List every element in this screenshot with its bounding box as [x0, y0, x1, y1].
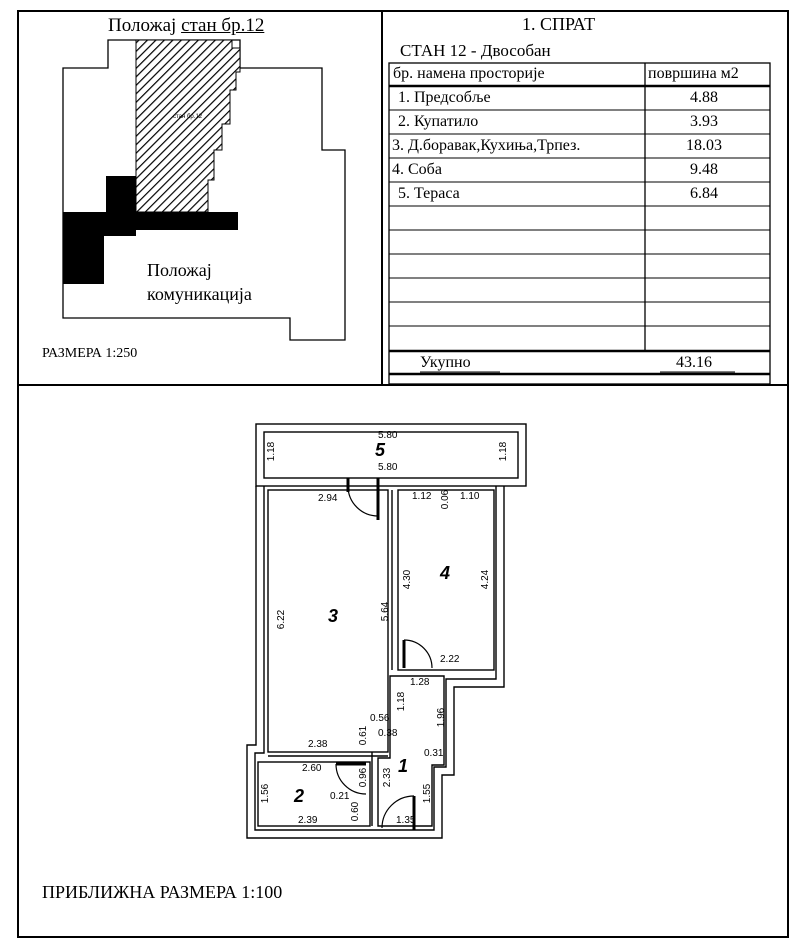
table-row-area: 18.03 [686, 137, 722, 154]
table-row-area: 9.48 [690, 161, 718, 178]
room-3-number: 3 [328, 606, 339, 626]
table-header-area: површина м2 [648, 65, 739, 82]
room-2-number: 2 [294, 786, 305, 806]
apartment-label: СТАН 12 - Двособан [400, 41, 551, 60]
dim-label: 1.12 [412, 491, 432, 502]
dim-label: 1.28 [410, 677, 430, 688]
dim-label: 2.38 [308, 739, 328, 750]
dim-label: 2.94 [318, 493, 338, 504]
dim-label: 5.80 [378, 430, 398, 441]
table-total-label: Укупно [420, 354, 471, 371]
table-row-area: 6.84 [690, 185, 718, 202]
dim-label: 1.35 [396, 815, 416, 826]
table-total-value: 43.16 [676, 354, 712, 371]
dim-label: 2.60 [302, 763, 322, 774]
dim-label: 0.38 [378, 728, 398, 739]
dim-label: 4.30 [402, 569, 414, 590]
table-header-name: бр. намена просторије [393, 65, 545, 82]
dim-label: 5.64 [380, 601, 392, 622]
dim-label: 0.96 [358, 767, 370, 788]
location-title: Положај стан бр.12 [108, 15, 265, 36]
table-row-name: 5. Тераса [398, 185, 460, 202]
dim-label: 4.24 [480, 569, 492, 590]
dim-label: 0.21 [330, 791, 350, 802]
table-row-area: 4.88 [690, 89, 718, 106]
dim-label: 2.39 [298, 815, 318, 826]
dim-label: 1.56 [260, 783, 272, 804]
dim-label: 0.60 [350, 801, 362, 822]
dim-label: 1.18 [396, 691, 408, 712]
room-5-number: 5 [375, 440, 386, 460]
dim-label: 1.18 [498, 441, 510, 462]
table-row-name: 4. Соба [392, 161, 442, 178]
dim-label: 1.96 [436, 707, 448, 728]
dim-label: 0.31 [424, 748, 444, 759]
communication-label-2: комуникација [147, 284, 252, 304]
dim-label: 0.61 [358, 725, 370, 746]
dim-label: 1.10 [460, 491, 480, 502]
dim-label: 0.06 [440, 489, 452, 510]
dim-label: 6.22 [276, 609, 288, 630]
floor-label: 1. СПРАТ [522, 14, 596, 34]
outer-wall [247, 486, 504, 838]
communication-label-1: Положај [147, 260, 212, 280]
dim-label: 1.55 [422, 783, 434, 804]
dim-label: 0.56 [370, 713, 390, 724]
scale-large: ПРИБЛИЖНА РАЗМЕРА 1:100 [42, 882, 283, 902]
table-row-area: 3.93 [690, 113, 718, 130]
dim-label: 2.22 [440, 654, 460, 665]
location-mini-label: стан бр.12 [173, 114, 203, 120]
location-title-link: стан бр.12 [181, 15, 265, 36]
dim-label: 2.33 [382, 767, 394, 788]
scale-small: РАЗМЕРА 1:250 [42, 346, 138, 361]
room-1-number: 1 [398, 756, 409, 776]
room-4-number: 4 [440, 563, 451, 583]
dim-label: 5.80 [378, 462, 398, 473]
table-row-name: 1. Предсобље [398, 89, 491, 106]
dim-label: 1.18 [266, 441, 278, 462]
table-row-name: 2. Купатило [398, 113, 479, 130]
table-row-name: 3. Д.боравак,Кухиња,Трпез. [392, 137, 581, 154]
